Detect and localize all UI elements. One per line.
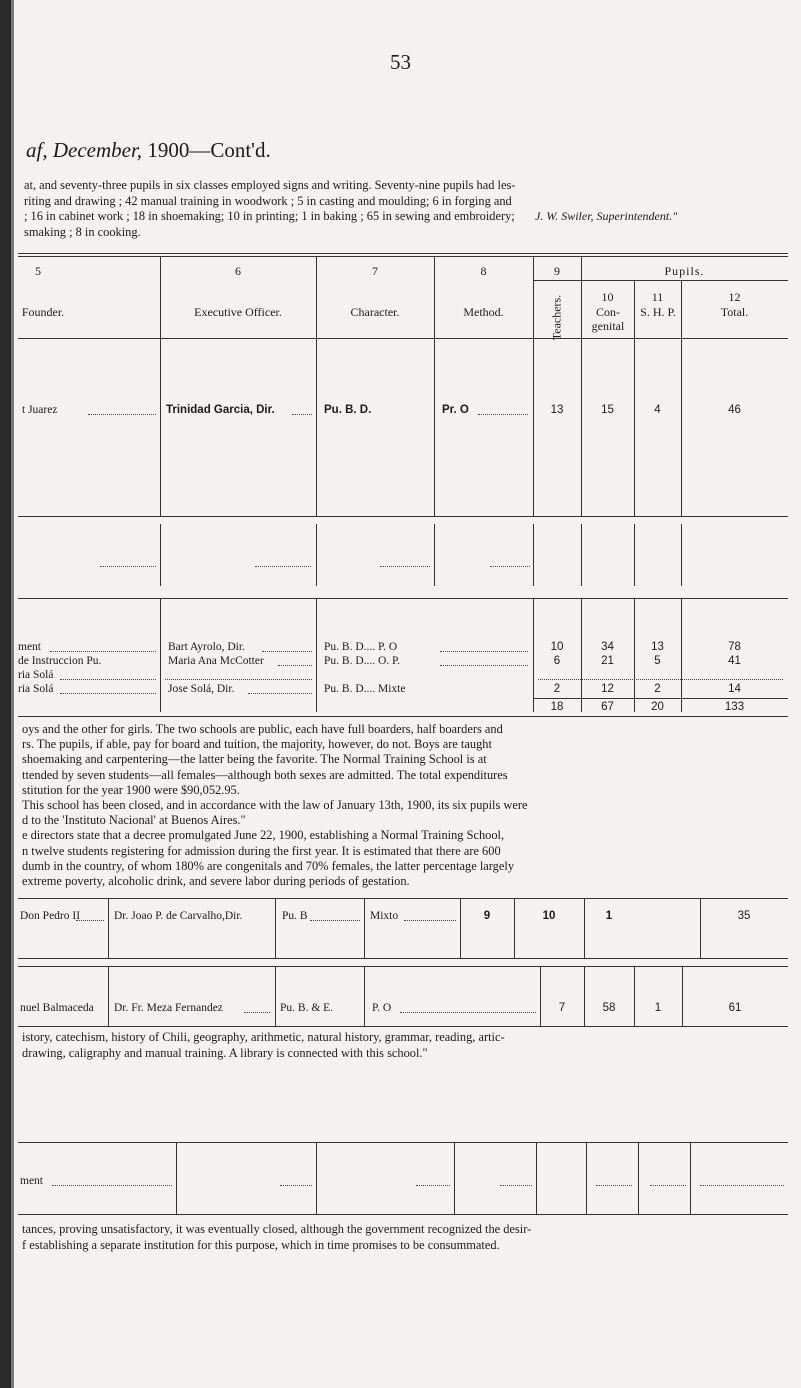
col-number-7: 7: [372, 264, 378, 278]
table1-top-rule: [18, 253, 788, 254]
leader-dots: [278, 665, 312, 666]
table4-divider: [540, 966, 541, 1026]
leader-dots: [165, 679, 312, 680]
table4-divider: [275, 966, 276, 1026]
leader-dots: [700, 1185, 784, 1186]
school-name-cell: ria Solá: [18, 669, 54, 681]
leader-dots: [538, 679, 783, 680]
shp-cell: 4: [654, 404, 661, 416]
executive-officer-header: Executive Officer.: [194, 305, 282, 319]
teachers-header: Teachers.: [549, 294, 564, 341]
teachers-cell: 2: [553, 683, 561, 695]
teachers-cell: 9: [483, 910, 491, 922]
character-cell: Pu. B. D.: [324, 404, 372, 416]
paragraph-line: tances, proving unsatisfactory, it was eventually closed, although the government recognized the desir-: [22, 1222, 532, 1236]
table4-divider: [682, 966, 683, 1026]
leader-dots: [478, 414, 528, 415]
leader-dots: [380, 566, 430, 567]
table1-divider: [533, 256, 534, 516]
table1-divider: [434, 256, 435, 516]
table3-divider: [364, 898, 365, 958]
table1-divider: [316, 256, 317, 516]
congenital-cell: 34: [601, 641, 614, 653]
officer-cell: Jose Solá, Dir.: [168, 683, 235, 695]
total-cell: 35: [737, 910, 751, 922]
col-number-9: 9: [554, 264, 560, 278]
leader-dots: [76, 920, 104, 921]
method-cell: Pr. O: [442, 404, 469, 416]
leader-dots: [416, 1185, 450, 1186]
table2-divider: [316, 598, 317, 712]
paragraph-line: d to the 'Instituto Nacional' at Buenos Aires.": [22, 813, 246, 828]
pupils-group-header: Pupils.: [664, 264, 705, 278]
paragraph-line: stitution for the year 1900 were $90,052.95.: [22, 782, 240, 797]
leader-dots: [400, 1012, 536, 1013]
leader-dots: [596, 1185, 632, 1186]
paragraph-line: istory, catechism, history of Chili, geography, arithmetic, natural history, grammar, reading, artic-: [22, 1030, 505, 1044]
table3-divider: [700, 898, 701, 958]
table1-divider: [160, 256, 161, 516]
col-number-11: 11: [651, 290, 664, 304]
table4-divider: [634, 966, 635, 1026]
pupils-group-rule: [533, 280, 788, 281]
shp-cell: 13: [651, 641, 664, 653]
school-name-cell: Don Pedro II: [20, 910, 81, 922]
table2-divider: [160, 598, 161, 712]
curriculum-paragraph: [22, 1030, 505, 1061]
congenital-cell: 21: [601, 655, 614, 667]
shp-header: S. H. P.: [640, 305, 676, 319]
congenital-total: 67: [601, 701, 614, 713]
school-name-cell: ria Solá: [18, 683, 54, 695]
congenital-cell: 58: [602, 1002, 616, 1014]
shp-cell: 1: [654, 1002, 662, 1014]
table4-top-rule: [18, 966, 788, 967]
table3-divider: [275, 898, 276, 958]
intro-line: at, and seventy-three pupils in six classes employed signs and writing. Seventy-nine pupils had les-: [24, 178, 516, 192]
paragraph-line: ttended by seven students—all females—although both sexes are admitted. The total expenditures: [22, 767, 508, 782]
table5-divider: [690, 1142, 691, 1214]
col-number-10: 10: [601, 290, 614, 304]
leader-dots: [88, 414, 156, 415]
table4-divider: [108, 966, 109, 1026]
col-number-12: 12: [728, 290, 741, 304]
table1-bottom-rule: [18, 516, 788, 517]
school-name-cell: de Instruccion Pu.: [18, 655, 102, 667]
table4-divider: [364, 966, 365, 1026]
character-header: Character.: [350, 305, 400, 319]
paragraph-line: drawing, caligraphy and manual training. A library is connected with this school.": [22, 1045, 428, 1060]
grand-total: 133: [724, 701, 745, 713]
page-binding-edge: [0, 0, 11, 1388]
teachers-cell: 10: [550, 641, 564, 653]
leader-dots: [248, 693, 312, 694]
congenital-cell: 15: [601, 404, 614, 416]
paragraph-line: rs. The pupils, if able, pay for board and tuition, the majority, however, do not. Boys are taught: [22, 737, 492, 752]
heading-month: December,: [52, 138, 143, 162]
officer-cell: Maria Ana McCotter: [168, 655, 264, 667]
total-cell: 14: [728, 683, 741, 695]
intro-line: smaking ; 8 in cooking.: [24, 224, 141, 239]
table1-top-rule-2: [18, 256, 788, 257]
table5-divider: [586, 1142, 587, 1214]
congenital-cell: 10: [542, 910, 556, 922]
table3-bottom-rule: [18, 958, 788, 959]
teachers-cell: 13: [550, 404, 564, 416]
description-paragraph: [22, 722, 527, 889]
table4-bottom-rule: [18, 1026, 788, 1027]
table5-divider: [454, 1142, 455, 1214]
leader-dots: [100, 566, 156, 567]
school-name-cell: ment: [18, 641, 41, 653]
character-cell: Pu. B. D.... P. O: [324, 641, 398, 653]
section-heading: [26, 138, 271, 163]
method-cell: P. O: [372, 1002, 392, 1014]
table3-divider: [108, 898, 109, 958]
leader-dots: [52, 1185, 172, 1186]
table3-divider: [514, 898, 515, 958]
total-cell: 46: [728, 404, 741, 416]
teachers-total: 18: [550, 701, 564, 713]
blank-divider: [533, 524, 534, 586]
total-cell: 61: [728, 1002, 742, 1014]
table2-bottom-rule: [18, 716, 788, 717]
leader-dots: [60, 679, 156, 680]
paragraph-line: dumb in the country, of whom 180% are congenitals and 70% females, the latter percentage largely: [22, 858, 515, 873]
table1-divider: [634, 280, 635, 516]
heading-rest: 1900—Cont'd.: [147, 138, 271, 162]
founder-header: Founder.: [21, 305, 65, 319]
paragraph-line: This school has been closed, and in accordance with the law of January 13th, 1900, its six pupils were: [22, 798, 528, 813]
officer-cell: Trinidad Garcia, Dir.: [166, 404, 275, 416]
leader-dots: [50, 651, 156, 652]
character-cell: Pu. B. D.... Mixte: [324, 683, 406, 695]
school-name-cell: nuel Balmaceda: [20, 1002, 94, 1014]
leader-dots: [280, 1185, 312, 1186]
character-cell: Pu. B: [282, 910, 308, 922]
method-cell: Mixto: [370, 910, 399, 922]
table5-divider: [638, 1142, 639, 1214]
page-number: 53: [390, 50, 411, 74]
table5-top-rule: [18, 1142, 788, 1143]
table2-top-rule: [18, 598, 788, 599]
paragraph-line: e directors state that a decree promulgated June 22, 1900, establishing a Normal Training School,: [22, 828, 505, 843]
page-binding-shadow: [11, 0, 14, 1388]
table4-divider: [584, 966, 585, 1026]
paragraph-line: shoemaking and carpentering—the latter being the favorite. The Normal Training School is at: [22, 752, 487, 767]
signature: J. W. Swiler, Superintendent.": [535, 209, 678, 223]
table3-top-rule: [18, 898, 788, 899]
totals-rule: [533, 698, 788, 699]
shp-cell: 5: [654, 655, 661, 667]
leader-dots: [262, 651, 312, 652]
table1-header-rule: [18, 338, 788, 339]
officer-cell: Dr. Fr. Meza Fernandez: [114, 1002, 223, 1014]
table5-divider: [316, 1142, 317, 1214]
leader-dots: [440, 651, 528, 652]
leader-dots: [490, 566, 530, 567]
founder-cell: t Juarez: [22, 404, 58, 416]
paragraph-line: f establishing a separate institution for this purpose, which in time promises to be consummated.: [22, 1237, 500, 1252]
total-header: Total.: [720, 305, 749, 319]
blank-divider: [434, 524, 435, 586]
character-cell: Pu. B. & E.: [280, 1002, 334, 1014]
paragraph-line: oys and the other for girls. The two schools are public, each have full boarders, half boarders and: [22, 722, 503, 736]
intro-paragraph: [24, 178, 515, 240]
col-number-5: 5: [35, 264, 41, 278]
congenital-header: Con-genital: [591, 305, 625, 333]
total-cell: 41: [728, 655, 741, 667]
shp-total: 20: [651, 701, 664, 713]
closing-paragraph: [22, 1222, 531, 1253]
leader-dots: [440, 665, 528, 666]
character-cell: Pu. B. D.... O. P.: [324, 655, 401, 667]
leader-dots: [310, 920, 360, 921]
intro-line: ; 16 in cabinet work ; 18 in shoemaking; 10 in printing; 1 in baking ; 65 in sewing and embroidery;: [24, 209, 515, 223]
blank-divider: [581, 524, 582, 586]
officer-cell: Bart Ayrolo, Dir.: [168, 641, 245, 653]
paragraph-line: n twelve students registering for admission during the first year. It is estimated that there are 600: [22, 843, 501, 858]
teachers-cell: 6: [553, 655, 561, 667]
col-number-8: 8: [480, 264, 487, 278]
heading-prefix: af,: [26, 138, 48, 162]
blank-divider: [160, 524, 161, 586]
table3-divider: [460, 898, 461, 958]
paragraph-line: extreme poverty, alcoholic drink, and severe labor during periods of gestation.: [22, 874, 410, 889]
officer-cell: Dr. Joao P. de Carvalho,Dir.: [114, 910, 243, 922]
leader-dots: [292, 414, 312, 415]
leader-dots: [500, 1185, 532, 1186]
leader-dots: [244, 1012, 270, 1013]
table5-divider: [176, 1142, 177, 1214]
blank-divider: [681, 524, 682, 586]
teachers-cell: 7: [558, 1002, 566, 1014]
school-name-cell: ment: [20, 1175, 43, 1187]
blank-divider: [634, 524, 635, 586]
total-cell: 78: [728, 641, 741, 653]
congenital-cell: 12: [601, 683, 614, 695]
shp-cell: 1: [605, 910, 613, 922]
table3-divider: [584, 898, 585, 958]
shp-cell: 2: [654, 683, 661, 695]
leader-dots: [60, 693, 156, 694]
intro-line: riting and drawing ; 42 manual training in woodwork ; 5 in casting and moulding; 6 in forging and: [24, 193, 512, 208]
table5-divider: [536, 1142, 537, 1214]
method-header: Method.: [463, 305, 504, 319]
leader-dots: [255, 566, 311, 567]
blank-divider: [316, 524, 317, 586]
leader-dots: [404, 920, 456, 921]
col-number-6: 6: [235, 264, 241, 278]
leader-dots: [650, 1185, 686, 1186]
table5-bottom-rule: [18, 1214, 788, 1215]
